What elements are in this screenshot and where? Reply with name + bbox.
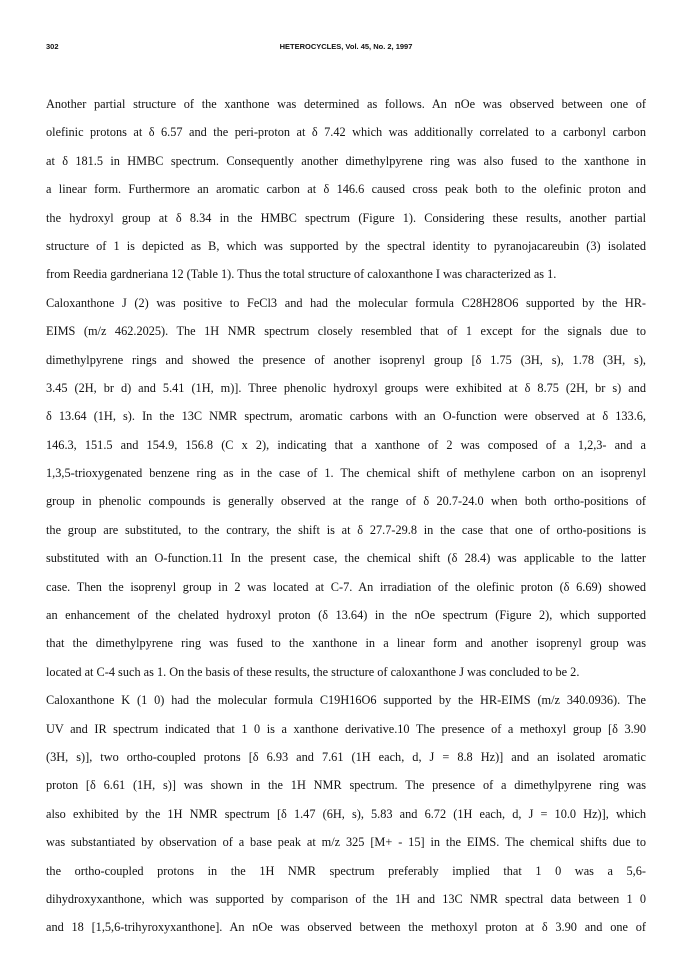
text-line: 146.3, 151.5 and 154.9, 156.8 (C x 2), indicating that a xanthone of 2 was composed of a 1,2,3- and a — [46, 437, 646, 452]
body-text — [46, 94, 646, 946]
text-line: dihydroxyxanthone, which was supported by comparison of the 1H and 13C NMR spectral data between 1 0 — [46, 891, 646, 906]
text-line: (3H, s)], two ortho-coupled protons [δ 6.93 and 7.61 (1H each, d, J = 8.8 Hz)] and an isolated aromatic — [46, 749, 646, 764]
text-line: the ortho-coupled protons in the 1H NMR spectrum preferably implied that 1 0 was a 5,6- — [46, 863, 646, 878]
text-line: proton [δ 6.61 (1H, s)] was shown in the 1H NMR spectrum. The presence of a dimethylpyrene ring was — [46, 778, 646, 793]
text-line: a linear form. Furthermore an aromatic carbon at δ 146.6 caused cross peak both to the olefinic proton and — [46, 182, 646, 197]
text-line: Another partial structure of the xanthone was determined as follows. An nOe was observed between one of — [46, 97, 646, 111]
text-line: located at C-4 such as 1. On the basis of these results, the structure of caloxanthone J was concluded to be 2. — [46, 664, 580, 679]
text-line: from Reedia gardneriana 12 (Table 1). Thus the total structure of caloxanthone I was characterized as 1. — [46, 267, 557, 282]
text-line: was substantiated by observation of a base peak at m/z 325 [M+ - 15] in the EIMS. The chemical shifts due to — [46, 835, 646, 850]
text-line: substituted with an O-function.11 In the present case, the chemical shift (δ 28.4) was applicable to the latter — [46, 551, 646, 566]
text-line: and 18 [1,5,6-trihyroxyxanthone]. An nOe was observed between the methoxyl proton at δ 3.90 and one of — [46, 920, 646, 935]
text-line: 3.45 (2H, br d) and 5.41 (1H, m)]. Three phenolic hydroxyl groups were exhibited at δ 8.75 (2H, br s) and — [46, 380, 646, 395]
page-number: 302 — [46, 42, 59, 51]
text-line: the group are substituted, to the contrary, the shift is at δ 27.7-29.8 in the case that one of ortho-positions is — [46, 522, 646, 537]
text-line: structure of 1 is depicted as B, which was supported by the spectral identity to pyranojacareubin (3) isolated — [46, 238, 646, 253]
text-line: EIMS (m/z 462.2025). The 1H NMR spectrum closely resembled that of 1 except for the signals due to — [46, 324, 646, 339]
journal-header: HETEROCYCLES, Vol. 45, No. 2, 1997 — [279, 42, 413, 51]
text-line: Caloxanthone J (2) was positive to FeCl3 and had the molecular formula C28H28O6 supported by the HR- — [46, 295, 646, 310]
text-line: 1,3,5-trioxygenated benzene ring as in the case of 1. The chemical shift of methylene carbon on an isoprenyl — [46, 466, 646, 481]
text-line: group in phenolic compounds is generally observed at the range of δ 20.7-24.0 when both ortho-positions of — [46, 494, 646, 509]
text-line: UV and IR spectrum indicated that 1 0 is a xanthone derivative.10 The presence of a methoxyl group [δ 3.90 — [46, 721, 646, 736]
text-line: olefinic protons at δ 6.57 and the peri-proton at δ 7.42 which was additionally correlated to a carbonyl carbon — [46, 125, 646, 140]
text-line: Caloxanthone K (1 0) had the molecular formula C19H16O6 supported by the HR-EIMS (m/z 340.0936). The — [46, 693, 646, 708]
text-line: case. Then the isoprenyl group in 2 was located at C-7. An irradiation of the olefinic proton (δ 6.69) showed — [46, 579, 646, 594]
text-line: that the dimethylpyrene ring was fused to the xanthone in a linear form and another isoprenyl group was — [46, 636, 646, 651]
text-line: at δ 181.5 in HMBC spectrum. Consequently another dimethylpyrene ring was also fused to the xanthone in — [46, 153, 646, 168]
text-line: an enhancement of the chelated hydroxyl proton (δ 13.64) in the nOe spectrum (Figure 2), which supported — [46, 608, 646, 623]
text-line: the hydroxyl group at δ 8.34 in the HMBC spectrum (Figure 1). Considering these results, another partial — [46, 210, 646, 225]
text-line: δ 13.64 (1H, s). In the 13C NMR spectrum, aromatic carbons with an O-function were observed at δ 133.6, — [46, 409, 646, 424]
text-line: also exhibited by the 1H NMR spectrum [δ 1.47 (6H, s), 5.83 and 6.72 (1H each, d, J = 10.0 Hz)], which — [46, 806, 646, 821]
running-head — [46, 42, 646, 56]
text-line: dimethylpyrene rings and showed the presence of another isoprenyl group [δ 1.75 (3H, s), 1.78 (3H, s), — [46, 352, 646, 367]
